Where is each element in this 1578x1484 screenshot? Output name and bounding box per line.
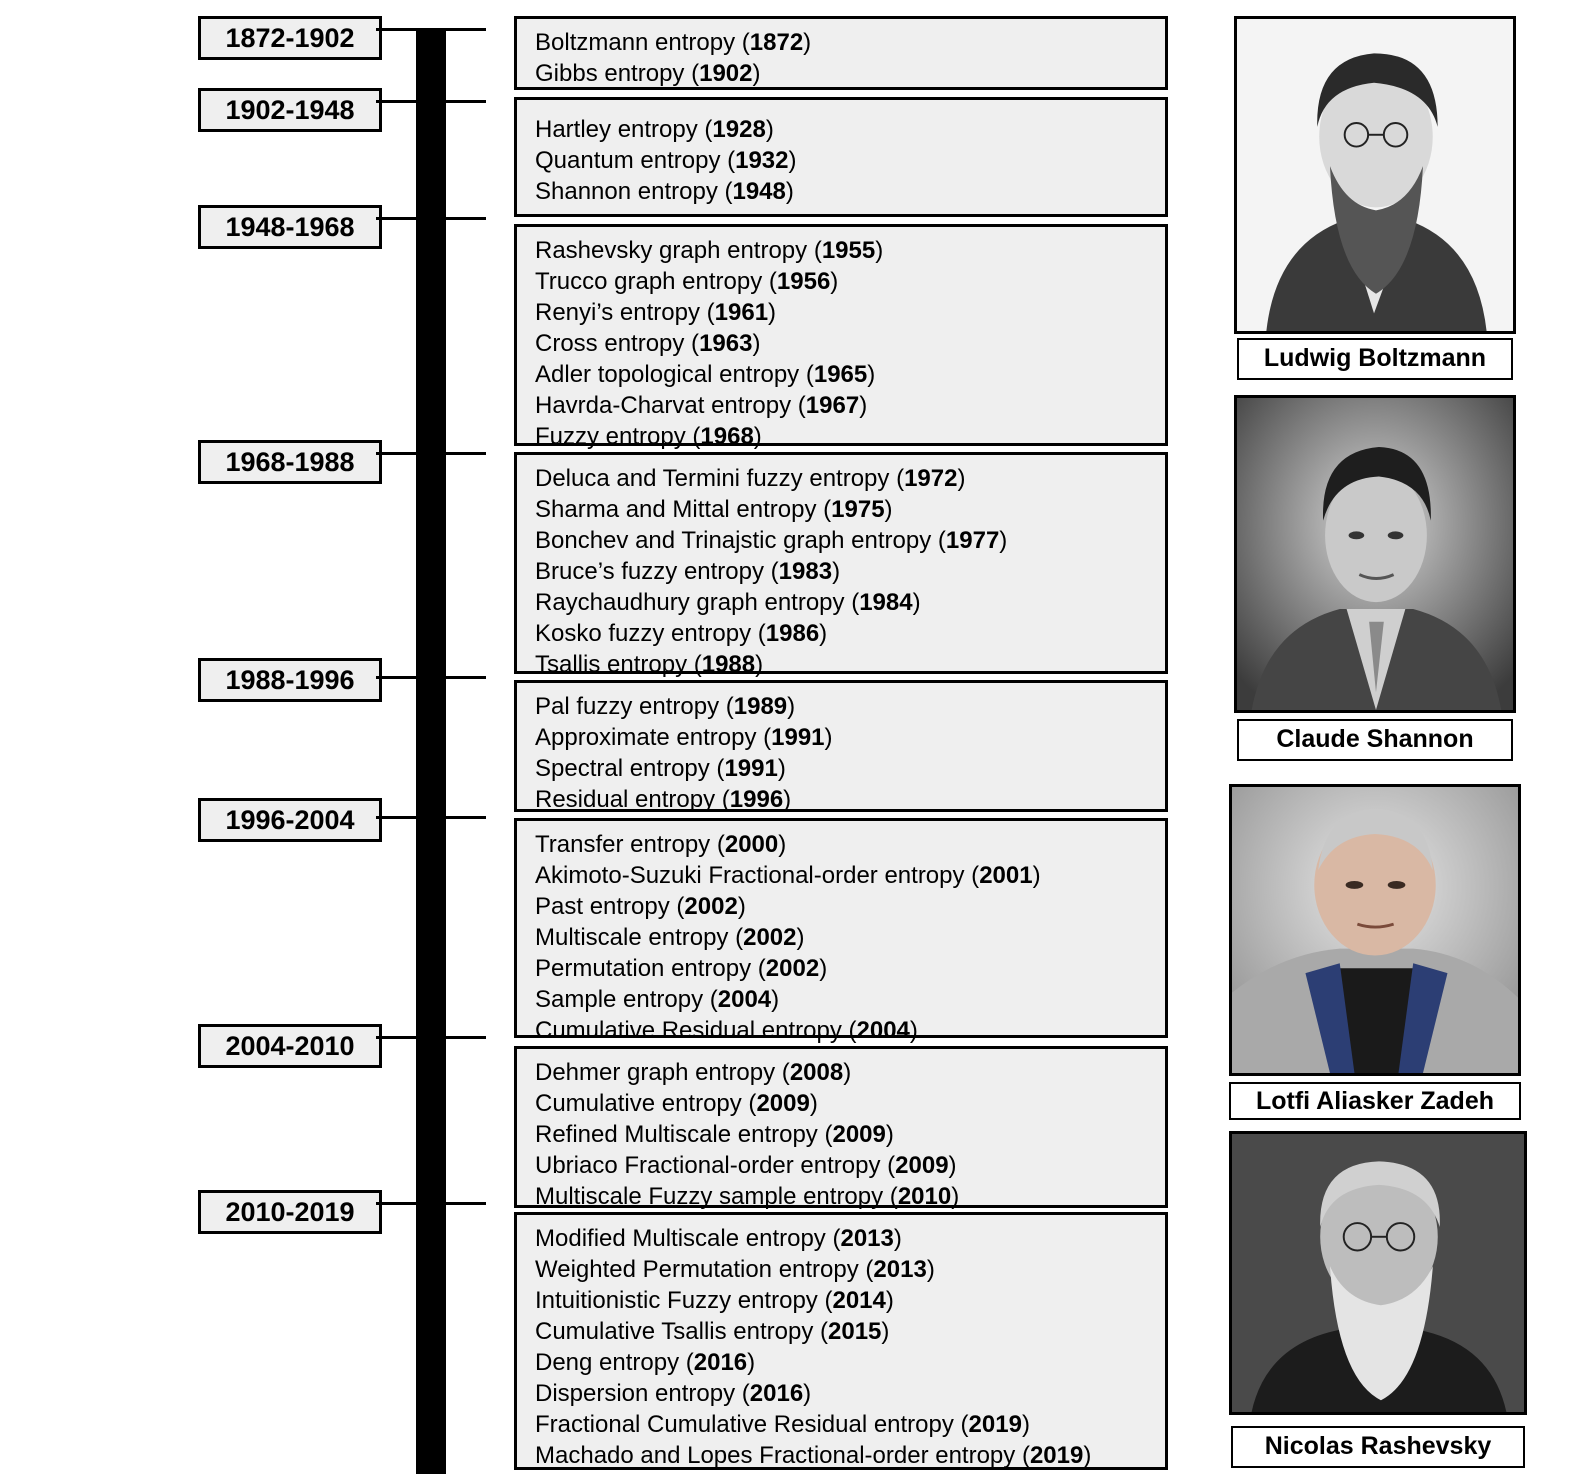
portrait-shannon: [1234, 395, 1516, 713]
entropy-item: Kosko fuzzy entropy (1986): [535, 620, 828, 647]
period-label: 2004-2010: [198, 1024, 382, 1068]
entropy-item: Cumulative Tsallis entropy (2015): [535, 1318, 890, 1345]
entropy-item: Bruce’s fuzzy entropy (1983): [535, 558, 841, 585]
period-label: 2010-2019: [198, 1190, 382, 1234]
portrait-caption: Claude Shannon: [1237, 719, 1513, 761]
connector-left: [376, 676, 416, 679]
connector-right: [446, 1036, 486, 1039]
entropy-group: [514, 1046, 1168, 1208]
entropy-item: Sharma and Mittal entropy (1975): [535, 496, 893, 523]
entropy-item: Adler topological entropy (1965): [535, 361, 876, 388]
period-label: 1996-2004: [198, 798, 382, 842]
connector-left: [376, 28, 416, 31]
portrait-rashevsky: [1229, 1131, 1527, 1415]
connector-right: [446, 217, 486, 220]
portrait-caption: Nicolas Rashevsky: [1231, 1426, 1525, 1468]
entropy-item: Residual entropy (1996): [535, 786, 792, 813]
period-label: 1872-1902: [198, 16, 382, 60]
entropy-group: [514, 818, 1168, 1044]
connector-left: [376, 1036, 416, 1039]
entropy-item: Ubriaco Fractional-order entropy (2009): [535, 1152, 957, 1179]
entropy-group: [514, 224, 1168, 450]
connector-right: [446, 676, 486, 679]
entropy-item: Multiscale Fuzzy sample entropy (2010): [535, 1183, 960, 1210]
connector-left: [376, 217, 416, 220]
portrait-boltzmann: [1234, 16, 1516, 334]
period-label: 1988-1996: [198, 658, 382, 702]
entropy-item: Permutation entropy (2002): [535, 955, 828, 982]
entropy-group: [514, 452, 1168, 678]
entropy-item: Raychaudhury graph entropy (1984): [535, 589, 921, 616]
entropy-item: Spectral entropy (1991): [535, 755, 786, 782]
entropy-item: Approximate entropy (1991): [535, 724, 833, 751]
portrait-caption: Ludwig Boltzmann: [1237, 338, 1513, 380]
entropy-item: Cross entropy (1963): [535, 330, 761, 357]
entropy-group: [514, 97, 1168, 217]
entropy-item: Havrda-Charvat entropy (1967): [535, 392, 868, 419]
entropy-group: [514, 1212, 1168, 1470]
period-label: 1948-1968: [198, 205, 382, 249]
entropy-item: Pal fuzzy entropy (1989): [535, 693, 796, 720]
entropy-item: Fuzzy entropy (1968): [535, 423, 762, 450]
entropy-item: Past entropy (2002): [535, 893, 746, 920]
entropy-item: Bonchev and Trinajstic graph entropy (1977): [535, 527, 1008, 554]
connector-left: [376, 100, 416, 103]
entropy-item: Renyi’s entropy (1961): [535, 299, 777, 326]
entropy-item: Transfer entropy (2000): [535, 831, 787, 858]
entropy-item: Refined Multiscale entropy (2009): [535, 1121, 894, 1148]
period-label: 1902-1948: [198, 88, 382, 132]
connector-left: [376, 816, 416, 819]
connector-right: [446, 100, 486, 103]
entropy-item: Modified Multiscale entropy (2013): [535, 1225, 902, 1252]
entropy-item: Trucco graph entropy (1956): [535, 268, 839, 295]
portrait-zadeh: [1229, 784, 1521, 1076]
entropy-item: Dehmer graph entropy (2008): [535, 1059, 852, 1086]
entropy-item: Gibbs entropy (1902): [535, 60, 761, 87]
connector-right: [446, 28, 486, 31]
connector-right: [446, 1202, 486, 1205]
connector-right: [446, 816, 486, 819]
timeline-spine: [416, 28, 446, 1474]
portrait-caption: Lotfi Aliasker Zadeh: [1229, 1082, 1521, 1120]
entropy-item: Rashevsky graph entropy (1955): [535, 237, 884, 264]
entropy-item: Boltzmann entropy (1872): [535, 29, 812, 56]
entropy-group: [514, 680, 1168, 812]
entropy-item: Dispersion entropy (2016): [535, 1380, 812, 1407]
entropy-item: Akimoto-Suzuki Fractional-order entropy (2001): [535, 862, 1041, 889]
entropy-item: Deng entropy (2016): [535, 1349, 756, 1376]
entropy-item: Intuitionistic Fuzzy entropy (2014): [535, 1287, 894, 1314]
entropy-item: Tsallis entropy (1988): [535, 651, 764, 678]
entropy-item: Deluca and Termini fuzzy entropy (1972): [535, 465, 966, 492]
entropy-group: [514, 16, 1168, 90]
connector-left: [376, 452, 416, 455]
entropy-item: Cumulative entropy (2009): [535, 1090, 818, 1117]
entropy-item: Fractional Cumulative Residual entropy (2019): [535, 1411, 1030, 1438]
entropy-item: Hartley entropy (1928): [535, 116, 774, 143]
entropy-item: Weighted Permutation entropy (2013): [535, 1256, 935, 1283]
connector-left: [376, 1202, 416, 1205]
connector-right: [446, 452, 486, 455]
period-label: 1968-1988: [198, 440, 382, 484]
entropy-item: Sample entropy (2004): [535, 986, 780, 1013]
entropy-item: Shannon entropy (1948): [535, 178, 794, 205]
entropy-item: Multiscale entropy (2002): [535, 924, 805, 951]
entropy-item: Cumulative Residual entropy (2004): [535, 1017, 918, 1044]
entropy-item: Machado and Lopes Fractional-order entropy (2019): [535, 1442, 1092, 1469]
entropy-item: Quantum entropy (1932): [535, 147, 797, 174]
